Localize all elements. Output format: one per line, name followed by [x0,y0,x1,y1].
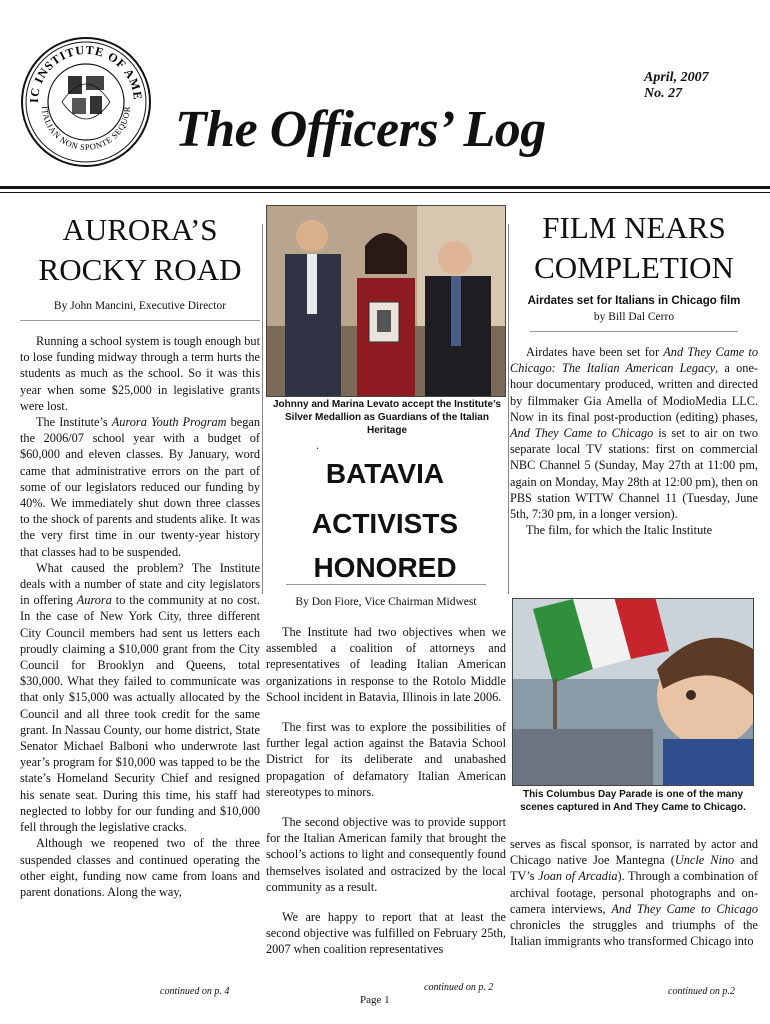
text-span: chronicles the struggles and triumphs of the Italian immigrants who transformed Chicago into [510,918,758,949]
newsletter-title: The Officers’ Log [175,101,546,158]
right-photo-caption: This Columbus Day Parade is one of the many scenes captured in And They Came to Chicago. [520,789,746,813]
right-headline-line2: COMPLETION [534,250,734,285]
middle-paragraph-2: The first was to explore the possibilities of further legal action against the Batavia School District for its deliberate and unabashed propagation of defamatory Italian American stereotypes to minors. [266,720,506,799]
left-paragraph-2 [20,414,260,560]
right-rule [530,331,738,332]
text-span: The Institute’s [36,415,112,430]
middle-headline-line3: HONORED [313,552,457,583]
left-byline: By John Mancini, Executive Director [53,300,227,312]
middle-photo-caption: Johnny and Marina Levato accept the Institute’s Silver Medallion as Guardians of the Italian Heritage [272,399,501,436]
column-divider [262,224,263,594]
right-paragraph-2: The film, for which the Italic Institute [526,523,713,538]
middle-paragraph-1: The Institute had two objectives when we assembled a coalition of attorneys and representatives of leading Italian American organizations in response to the Rotolo Middle School incident in Batavia, Illinois in late 2006. [266,625,506,704]
text-span: is set to air on two separate local TV stations: first on commercial NBC Channel 5 (Sunday, May 27th at 11:00 pm, again on Monday, May 28th at 12:00 pm), then on PBS station WTTW Channel 11 (Tuesday, June 5th, 7:30 pm, in a longer version). [510,426,758,522]
right-headline-line1: FILM NEARS [542,210,726,245]
middle-headline [266,452,504,590]
right-continued: continued on p.2 [668,986,735,997]
column-divider [508,224,509,594]
page-number: Page 1 [360,994,390,1006]
masthead-rule [0,186,770,189]
text-span: and TV’s [510,853,758,884]
right-paragraph-1 [510,344,758,522]
middle-continued: continued on p. 2 [424,982,494,993]
left-rule [20,320,260,321]
institute-seal-logo [20,36,152,168]
text-span: to the community at no cost. In the case of New York City, three different City Council members had sent us letters each proudly claiming a $10,000 grant from the City Council for Brooklyn and Queens, total $30,000. What they failed to communicate was that only $15,000 was actually allocated by the Council and all three took credit for the same grant. In Nassau County, our home district, State Senator Michael Balboni who underwrote last year’s program for $10,000 was tapped to be the state’s Homeland Security Chief and resigned his senate seat. During this time, his staff had neglected to lobby for our funding and $10,000 fell through the legislative cracks. [20,593,260,835]
film-title: And They Came to Chicago: The Italian American Legacy [510,345,758,376]
stray-dot: . [316,438,319,452]
text-span: What caused the problem? The Institute deals with a number of state and city legislators in offering [20,560,260,608]
left-paragraph-4: Although we reopened two of the three suspended classes and continued operating the other eight, funding now came from loans and parent donations. Along the way, [20,836,260,899]
right-body-bottom [510,836,758,949]
seal-text-top: IC INSTITUTE OF AME [26,42,146,104]
left-paragraph-3 [20,560,260,835]
middle-paragraph-3: The second objective was to provide support for the Italian American family that brought the school’s actions to light and consequently found themselves isolated and ostracized by the local community as a result. [266,815,506,894]
date-text: April, 2007 [644,70,709,85]
middle-rule [286,584,486,585]
right-byline: by Bill Dal Cerro [593,311,675,323]
right-subhead: Airdates set for Italians in Chicago film [527,295,741,307]
middle-body [266,624,506,958]
left-body [20,333,260,900]
middle-headline-line1: BATAVIA [325,458,445,489]
masthead-rule-thin [0,192,770,193]
film-title: And They Came to Chicago [611,901,758,916]
film-title: And They Came to Chicago [510,426,654,441]
text-span: began the 2006/07 school year with a budget of $60,000 and eleven classes. By January, word came that administrative errors on the part of some of our legislators reduced our funding by 40%. We immediately shut down three classes to the shock of parents and students alike. It was the very first time in our twenty-year history that classes had to be suspended. [20,415,261,559]
right-paragraph-3 [510,836,758,949]
seal-text-bottom: ITALIAN NON SPONTE SEQUOR [39,105,133,153]
text-span: Airdates have been set for [526,345,664,359]
levato-medallion-photo [266,205,506,397]
issue-date [644,70,709,102]
text-span: ). Through a combination of archival footage, personal photographs and on-camera interviews, [510,869,759,916]
left-article [20,210,260,900]
left-paragraph-1: Running a school system is tough enough but to lose funding midway through a term hurts the students as much as the school. So it was this year when some $25,000 in legislative grants were lost. [20,334,260,413]
show-title: Joan of Arcadia [538,869,618,884]
text-span: , a one-hour documentary produced, written and directed by filmmaker Gia Amella of ModioMedia LLC. Now in its final post-production (editing) phases, [510,361,758,424]
left-headline-line2: ROCKY ROAD [38,252,242,287]
text-span: serves as fiscal sponsor, is narrated by actor and Chicago native Joe Mantegna ( [510,837,758,868]
right-body-top [510,344,758,538]
left-continued: continued on p. 4 [160,986,230,997]
right-article [510,208,758,538]
middle-byline: By Don Fiore, Vice Chairman Midwest [295,596,477,608]
program-name: Aurora Youth Program [111,415,227,430]
columbus-parade-photo [512,598,754,786]
show-title: Uncle Nino [674,853,735,868]
middle-headline-line2: ACTIVISTS [311,508,459,539]
middle-paragraph-4: We are happy to report that at least the second objective was fulfilled on February 25th, 2007 when coalition representatives [266,910,506,957]
issue-number: No. 27 [644,86,683,101]
left-headline-line1: AURORA’S [62,212,218,247]
program-name: Aurora [76,593,112,608]
